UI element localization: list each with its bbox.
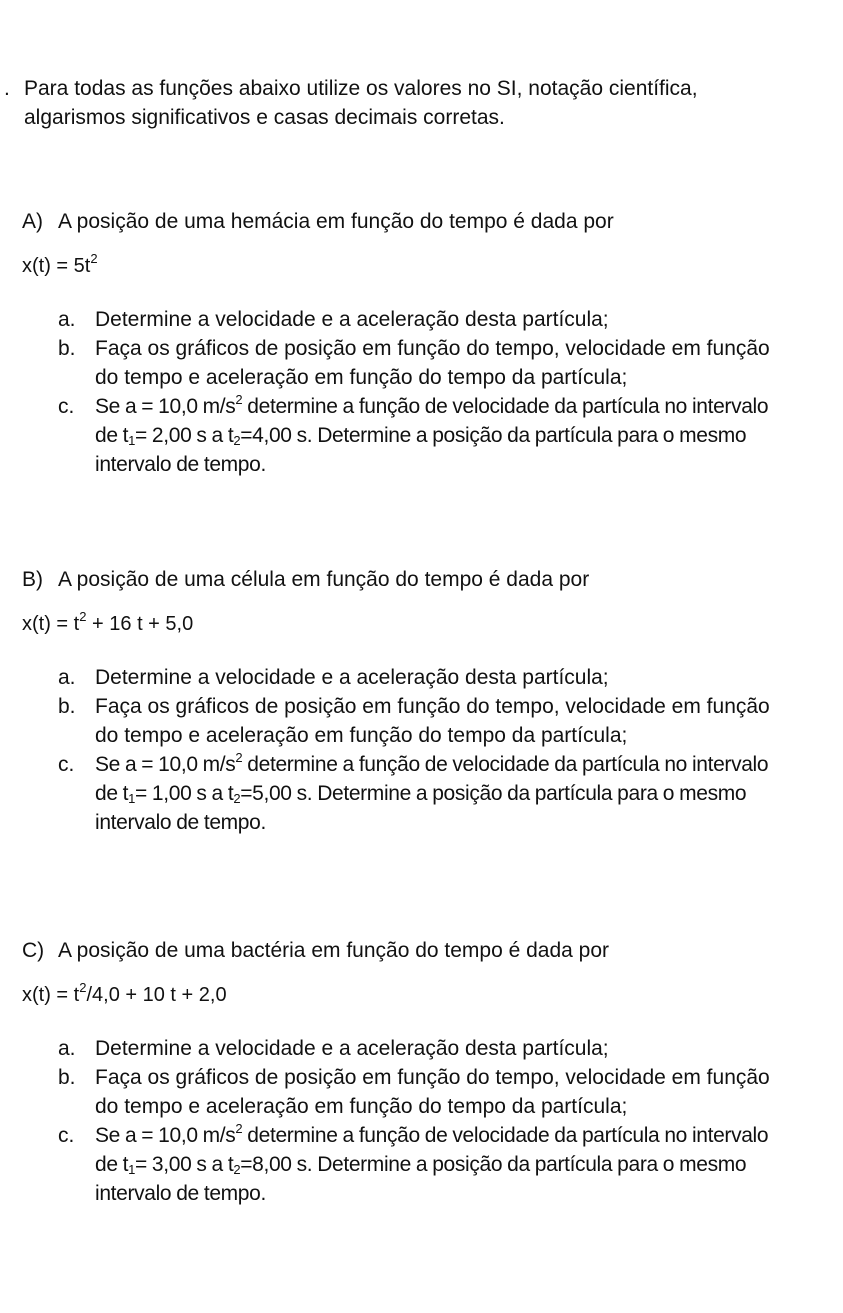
item-text-part: determine a função de velocidade da partícula no intervalo de t — [95, 753, 769, 805]
formula-lhs: x(t) = t — [22, 984, 80, 1006]
item-marker: b. — [58, 337, 76, 360]
unit-exponent: 2 — [235, 392, 243, 407]
item-text: Faça os gráficos de posição em função do tempo, velocidade em função do tempo e aceleração em função do tempo da partícula; — [95, 695, 770, 747]
formula-exponent: 2 — [79, 980, 87, 995]
section-letter: A) — [22, 210, 43, 233]
unit-exponent: 2 — [235, 750, 243, 765]
item-marker: a. — [58, 1037, 76, 1060]
question-item-b — [22, 1063, 795, 1121]
time-subscript: 1 — [128, 433, 136, 448]
position-formula — [22, 609, 812, 639]
item-text — [95, 1121, 795, 1208]
item-text-part: = 1,00 s a t — [135, 782, 234, 805]
question-list — [22, 1034, 812, 1208]
section-letter: B) — [22, 568, 43, 591]
item-text-part: = 3,00 s a t — [135, 1153, 234, 1176]
item-text-part: Se a = 10,0 m/s — [95, 395, 236, 418]
time-subscript: 2 — [233, 433, 241, 448]
time-subscript: 2 — [233, 791, 241, 806]
item-marker: b. — [58, 695, 76, 718]
item-text: Faça os gráficos de posição em função do tempo, velocidade em função do tempo e aceleração em função do tempo da partícula; — [95, 337, 770, 389]
formula-rest: /4,0 + 10 t + 2,0 — [86, 984, 227, 1006]
unit-exponent: 2 — [235, 1121, 243, 1136]
item-text: Determine a velocidade e a aceleração desta partícula; — [95, 1037, 609, 1060]
formula-lhs: x(t) = 5t — [22, 255, 91, 277]
item-marker: c. — [58, 1124, 75, 1147]
section-heading — [22, 565, 812, 595]
item-marker: a. — [58, 666, 76, 689]
item-text-part: =4,00 s. Determine a posição da partícula para o mesmo intervalo de tempo. — [95, 424, 747, 476]
time-subscript: 1 — [128, 791, 136, 806]
formula-lhs: x(t) = t — [22, 613, 80, 635]
item-marker: c. — [58, 395, 75, 418]
intro-text: Para todas as funções abaixo utilize os valores no SI, notação científica, algarismos significativos e casas decimais corretas. — [24, 77, 698, 129]
item-text — [95, 750, 795, 837]
time-subscript: 2 — [233, 1162, 241, 1177]
section-b — [22, 565, 812, 837]
section-heading — [22, 936, 812, 966]
question-item-c — [22, 1121, 795, 1208]
item-text-part: determine a função de velocidade da partícula no intervalo de t — [95, 395, 769, 447]
item-text-part: = 2,00 s a t — [135, 424, 234, 447]
item-text-part: Se a = 10,0 m/s — [95, 753, 236, 776]
intro-marker: . — [4, 77, 10, 100]
item-marker: c. — [58, 753, 75, 776]
section-heading — [22, 207, 812, 237]
question-list — [22, 305, 812, 479]
item-text: Faça os gráficos de posição em função do tempo, velocidade em função do tempo e aceleração em função do tempo da partícula; — [95, 1066, 770, 1118]
item-text: Determine a velocidade e a aceleração desta partícula; — [95, 666, 609, 689]
section-letter: C) — [22, 939, 45, 962]
question-item-c — [22, 750, 795, 837]
time-subscript: 1 — [128, 1162, 136, 1177]
section-heading-text: A posição de uma hemácia em função do tempo é dada por — [58, 210, 614, 233]
section-heading-text: A posição de uma célula em função do tempo é dada por — [58, 568, 590, 591]
section-heading-text: A posição de uma bactéria em função do tempo é dada por — [58, 939, 610, 962]
question-item-c — [22, 392, 795, 479]
section-a — [22, 207, 812, 479]
item-marker: a. — [58, 308, 76, 331]
position-formula — [22, 251, 812, 281]
intro-paragraph — [4, 74, 804, 132]
item-text: Determine a velocidade e a aceleração desta partícula; — [95, 308, 609, 331]
position-formula — [22, 980, 812, 1010]
question-item-b — [22, 692, 795, 750]
formula-exponent: 2 — [90, 251, 98, 266]
question-list — [22, 663, 812, 837]
item-text-part: =5,00 s. Determine a posição da partícula para o mesmo intervalo de tempo. — [95, 782, 747, 834]
item-text — [95, 392, 795, 479]
question-item-a — [22, 1034, 795, 1063]
formula-exponent: 2 — [79, 609, 87, 624]
item-text-part: =8,00 s. Determine a posição da partícula para o mesmo intervalo de tempo. — [95, 1153, 747, 1205]
item-text-part: determine a função de velocidade da partícula no intervalo de t — [95, 1124, 769, 1176]
section-c — [22, 936, 812, 1208]
formula-rest: + 16 t + 5,0 — [86, 613, 194, 635]
item-marker: b. — [58, 1066, 76, 1089]
question-item-a — [22, 305, 795, 334]
item-text-part: Se a = 10,0 m/s — [95, 1124, 236, 1147]
question-item-a — [22, 663, 795, 692]
question-item-b — [22, 334, 795, 392]
